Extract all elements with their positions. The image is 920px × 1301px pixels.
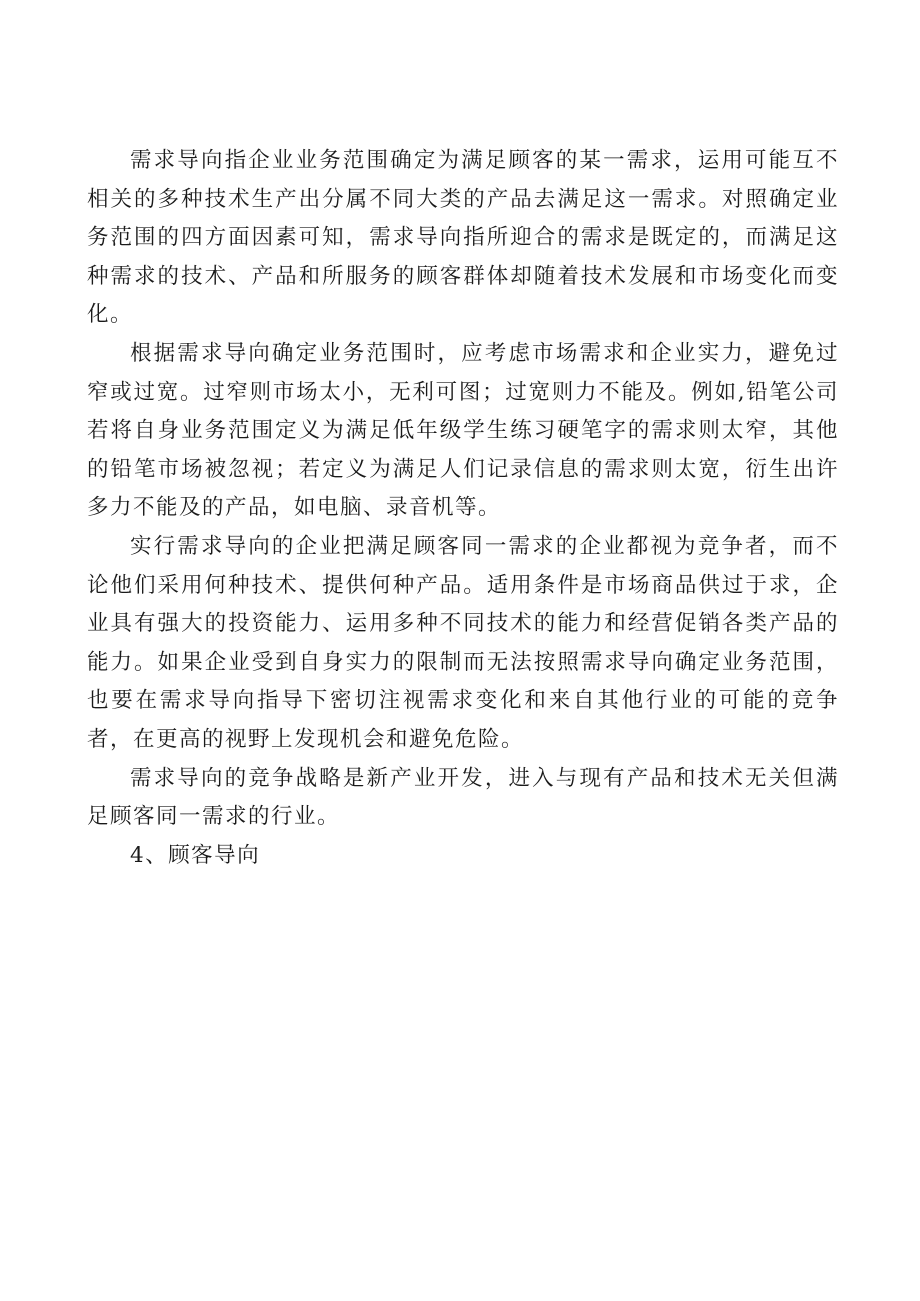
paragraph-3: 实行需求导向的企业把满足顾客同一需求的企业都视为竞争者，而不论他们采用何种技术、提供何种产品。适用条件是市场商品供过于求，企业具有强大的投资能力、运用多种不同技术的能力和经营促销各类产品的能力。如果企业受到自身实力的限制而无法按照需求导向确定业务范围，也要在需求导向指导下密切注视需求变化和来自其他行业的可能的竞争者，在更高的视野上发现机会和避免危险。 xyxy=(87,533,839,752)
paragraph-1: 需求导向指企业业务范围确定为满足顾客的某一需求，运用可能互不相关的多种技术生产出分属不同大类的产品去满足这一需求。对照确定业务范围的四方面因素可知，需求导向指所迎合的需求是既定的，而满足这种需求的技术、产品和所服务的顾客群体却随着技术发展和市场变化而变化。 xyxy=(87,148,839,328)
paragraph-4: 需求导向的竞争战略是新产业开发，进入与现有产品和技术无关但满足顾客同一需求的行业。 xyxy=(87,765,839,830)
paragraph-2: 根据需求导向确定业务范围时，应考虑市场需求和企业实力，避免过窄或过宽。过窄则市场太小，无利可图；过宽则力不能及。例如,铅笔公司若将自身业务范围定义为满足低年级学生练习硬笔字的需求则太窄，其他的铅笔市场被忽视；若定义为满足人们记录信息的需求则太宽，衍生出许多力不能及的产品，如电脑、录音机等。 xyxy=(87,340,839,521)
section-heading: 4、顾客导向 xyxy=(130,842,261,868)
document-page xyxy=(87,142,839,875)
